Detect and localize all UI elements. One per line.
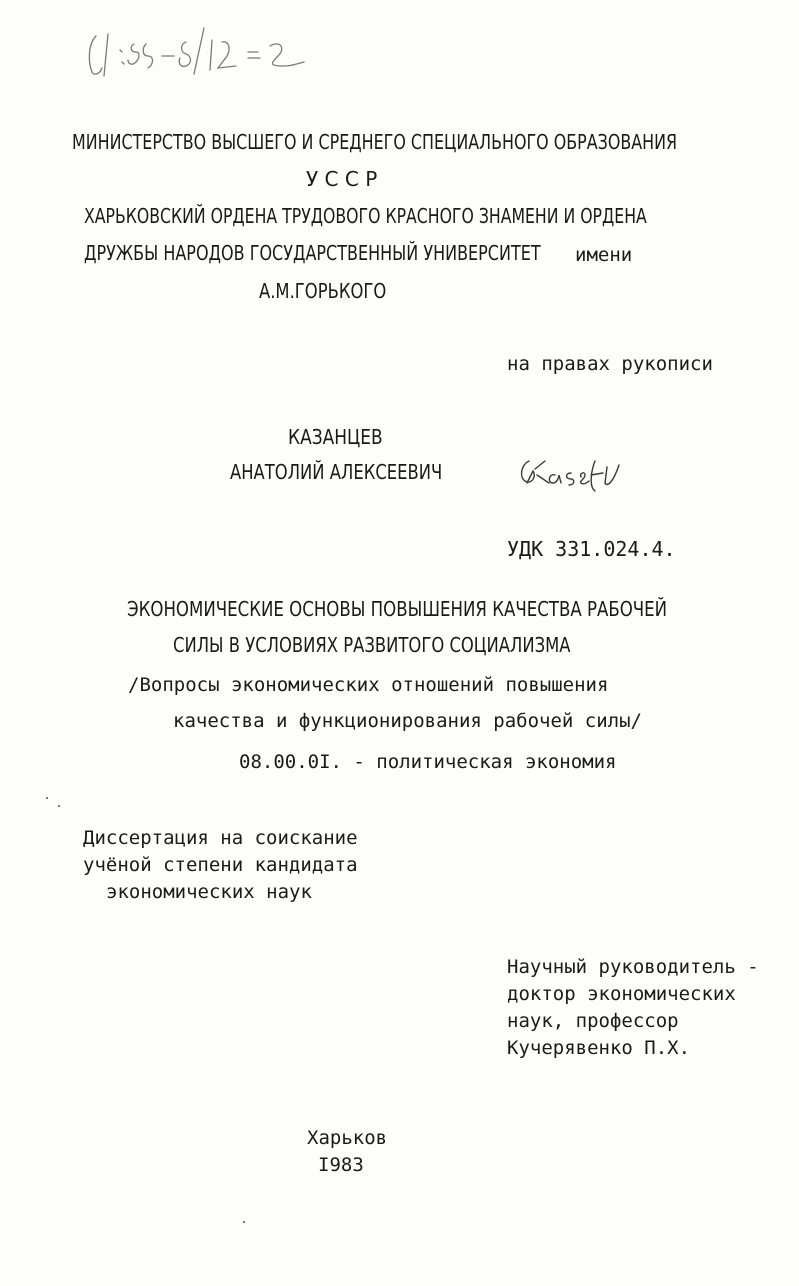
archive-mark: [82, 22, 327, 82]
advisor-name: Кучерявенко П.Х.: [507, 1037, 691, 1059]
advisor-line1: Научный руководитель -: [507, 956, 759, 978]
dissertation-purpose-line1: Диссертация на соискание: [83, 827, 358, 849]
author-name: АНАТОЛИЙ АЛЕКСЕЕВИЧ: [230, 460, 443, 484]
header-country: У С С Р: [306, 167, 378, 191]
author-surname: КАЗАНЦЕВ: [288, 425, 383, 449]
dissertation-title-line2: СИЛЫ В УСЛОВИЯХ РАЗВИТОГО СОЦИАЛИЗМА: [173, 633, 571, 657]
dissertation-title-line1: ЭКОНОМИЧЕСКИЕ ОСНОВЫ ПОВЫШЕНИЯ КАЧЕСТВА РАБОЧЕЙ: [127, 597, 668, 621]
footer-year: I983: [318, 1154, 364, 1176]
dissertation-purpose-line3: экономических наук: [106, 881, 312, 903]
manuscript-note: на правах рукописи: [507, 353, 713, 375]
header-named-after: имени: [575, 244, 633, 266]
dissertation-subtitle-line1: /Вопросы экономических отношений повышения: [128, 674, 609, 696]
advisor-line2: доктор экономических: [507, 983, 736, 1005]
header-university-line2: ДРУЖБЫ НАРОДОВ ГОСУДАРСТВЕННЫЙ УНИВЕРСИТЕТ: [84, 241, 541, 265]
scan-speck: [58, 805, 60, 807]
author-signature: [515, 447, 625, 497]
dissertation-subtitle-line2: качества и функционирования рабочей силы/: [173, 710, 642, 732]
header-gorky: А.М.ГОРЬКОГО: [259, 279, 387, 303]
scan-speck: [243, 1221, 245, 1223]
udk-code: УДК 331.024.4.: [507, 537, 676, 561]
header-university-line1: ХАРЬКОВСКИЙ ОРДЕНА ТРУДОВОГО КРАСНОГО ЗНАМЕНИ И ОРДЕНА: [84, 204, 647, 228]
advisor-line3: наук, профессор: [507, 1010, 679, 1032]
scan-speck: [46, 797, 48, 799]
header-ministry: МИНИСТЕРСТВО ВЫСШЕГО И СРЕДНЕГО СПЕЦИАЛЬНОГО ОБРАЗОВАНИЯ: [72, 130, 678, 154]
specialty-code: 08.00.0I. - политическая экономия: [239, 751, 617, 773]
footer-city: Харьков: [307, 1127, 388, 1149]
dissertation-purpose-line2: учёной степени кандидата: [83, 854, 358, 876]
